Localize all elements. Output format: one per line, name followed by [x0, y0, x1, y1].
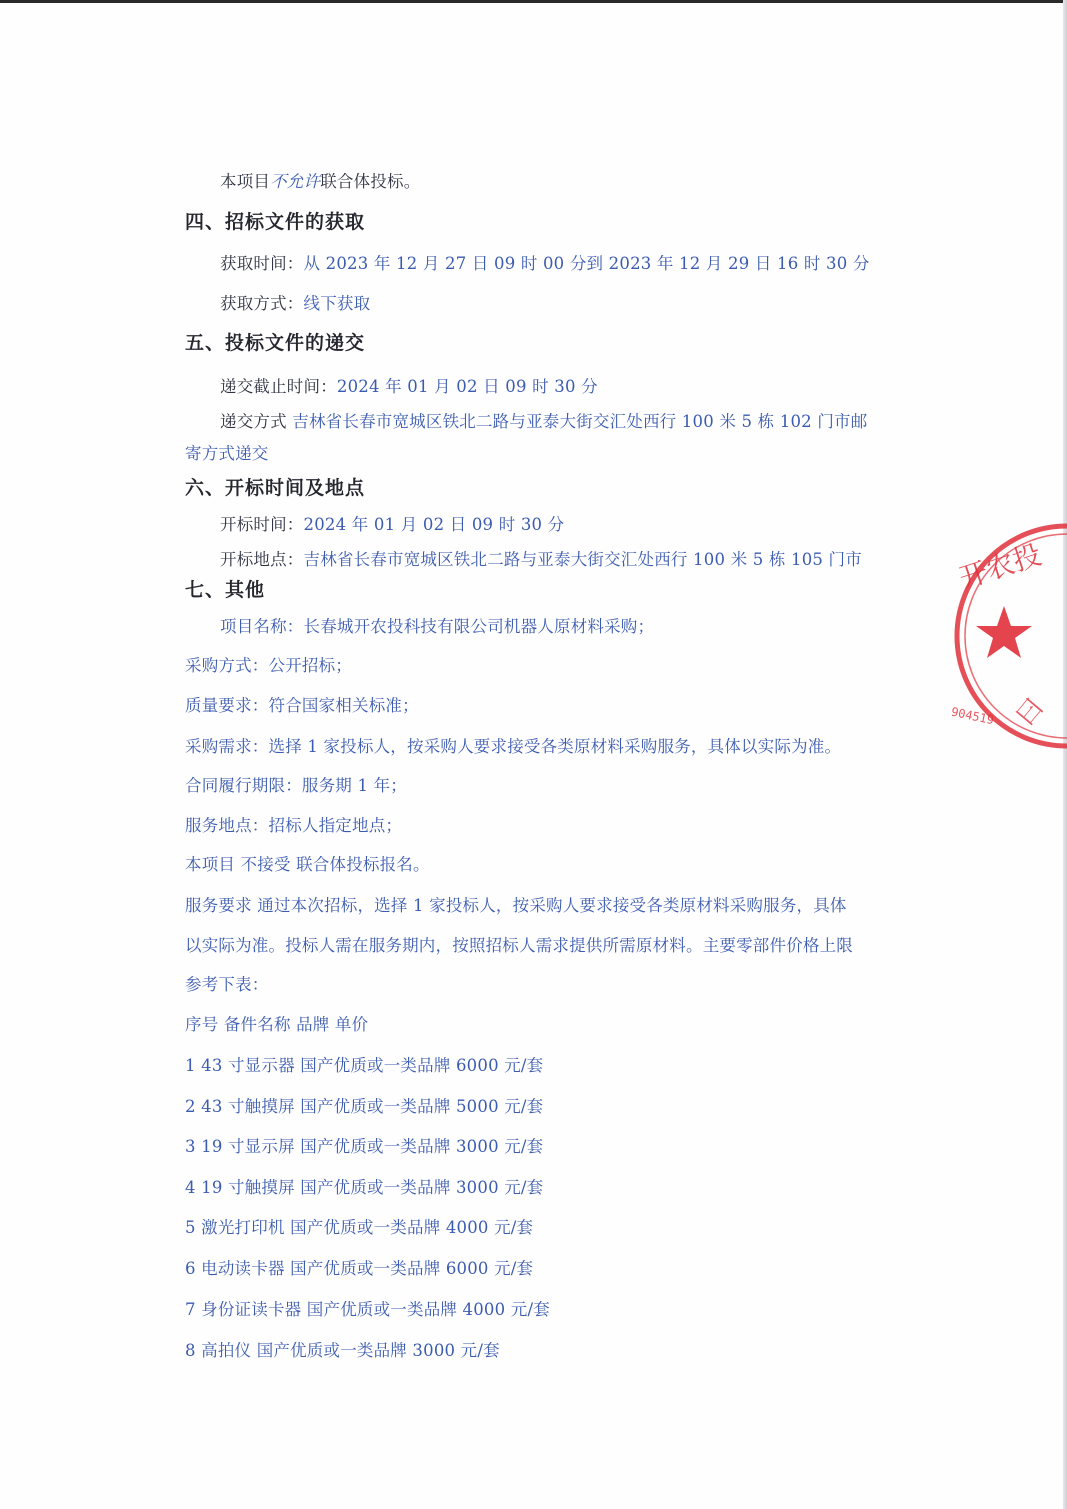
page-top-edge [0, 0, 1067, 3]
label: 递交截止时间： [220, 377, 337, 396]
price-item: 2 43 寸触摸屏 国产优质或一类品牌 5000 元/套 [185, 1097, 544, 1116]
consortium-note [220, 168, 420, 192]
text: 不允许 [270, 172, 321, 191]
price-item: 5 激光打印机 国产优质或一类品牌 4000 元/套 [185, 1218, 534, 1237]
text: 联合体投标。 [320, 172, 421, 191]
contract-term: 合同履行期限：服务期 1 年； [185, 776, 407, 795]
value: 吉林省长春市宽城区铁北二路与亚泰大街交汇处西行 100 米 5 栋 105 门市 [303, 550, 862, 569]
label: 开标地点： [220, 550, 304, 569]
value: 线下获取 [303, 294, 371, 313]
submit-method-cont: 寄方式递交 [185, 444, 269, 463]
section-heading-7: 七、其他 [185, 579, 266, 601]
service-location: 服务地点：招标人指定地点； [185, 816, 403, 835]
price-item: 1 43 寸显示器 国产优质或一类品牌 6000 元/套 [185, 1056, 544, 1075]
quality-requirement: 质量要求：符合国家相关标准； [185, 696, 419, 715]
price-item: 3 19 寸显示屏 国产优质或一类品牌 3000 元/套 [185, 1137, 544, 1156]
open-place [220, 546, 862, 570]
label: 获取时间： [220, 254, 304, 273]
get-time [220, 250, 870, 274]
get-method [220, 290, 370, 314]
service-requirement-3: 参考下表： [185, 975, 269, 994]
seal-star [976, 606, 1032, 658]
page-right-edge [1063, 0, 1067, 1509]
section-heading-5: 五、投标文件的递交 [185, 332, 366, 354]
value: 从 2023 年 12 月 27 日 09 时 00 分到 2023 年 12 月 29 日 16 时 30 分 [303, 254, 870, 273]
seal-text-fragment: 曰 [1010, 692, 1051, 732]
value: 2024 年 01 月 02 日 09 时 30 分 [336, 377, 598, 396]
label: 获取方式： [220, 294, 304, 313]
text: 本项目 [220, 172, 271, 191]
seal-digits: 904519 [949, 704, 996, 728]
section-heading-6: 六、开标时间及地点 [185, 477, 366, 499]
value: 2024 年 01 月 02 日 09 时 30 分 [303, 515, 565, 534]
price-item: 4 19 寸触摸屏 国产优质或一类品牌 3000 元/套 [185, 1178, 544, 1197]
purchase-method: 采购方式：公开招标； [185, 656, 352, 675]
service-requirement-2: 以实际为准。投标人需在服务期内，按照招标人需求提供所需原材料。主要零部件价格上限 [185, 936, 853, 955]
open-time [220, 511, 564, 535]
project-name: 项目名称：长春城开农投科技有限公司机器人原材料采购； [220, 617, 655, 636]
submit-method [220, 408, 867, 432]
label: 递交方式 [220, 412, 287, 431]
label: 开标时间： [220, 515, 304, 534]
submit-deadline [220, 373, 598, 397]
service-requirement-1: 服务要求 通过本次招标，选择 1 家投标人，按采购人要求接受各类原材料采购服务，具体 [185, 896, 847, 915]
seal-icon [942, 520, 1067, 750]
price-table-header: 序号 备件名称 品牌 单价 [185, 1015, 369, 1034]
price-item: 6 电动读卡器 国产优质或一类品牌 6000 元/套 [185, 1259, 534, 1278]
value: 吉林省长春市宽城区铁北二路与亚泰大街交汇处西行 100 米 5 栋 102 门市邮 [292, 412, 868, 431]
price-item: 8 高拍仪 国产优质或一类品牌 3000 元/套 [185, 1341, 500, 1360]
company-seal [942, 520, 1067, 750]
price-item: 7 身份证读卡器 国产优质或一类品牌 4000 元/套 [185, 1300, 550, 1319]
section-heading-4: 四、招标文件的获取 [185, 211, 366, 233]
consortium-policy: 本项目 不接受 联合体投标报名。 [185, 855, 430, 874]
purchase-demand: 采购需求：选择 1 家投标人，按采购人要求接受各类原材料采购服务，具体以实际为准。 [185, 737, 842, 756]
seal-text: 开农投 [955, 537, 1046, 596]
